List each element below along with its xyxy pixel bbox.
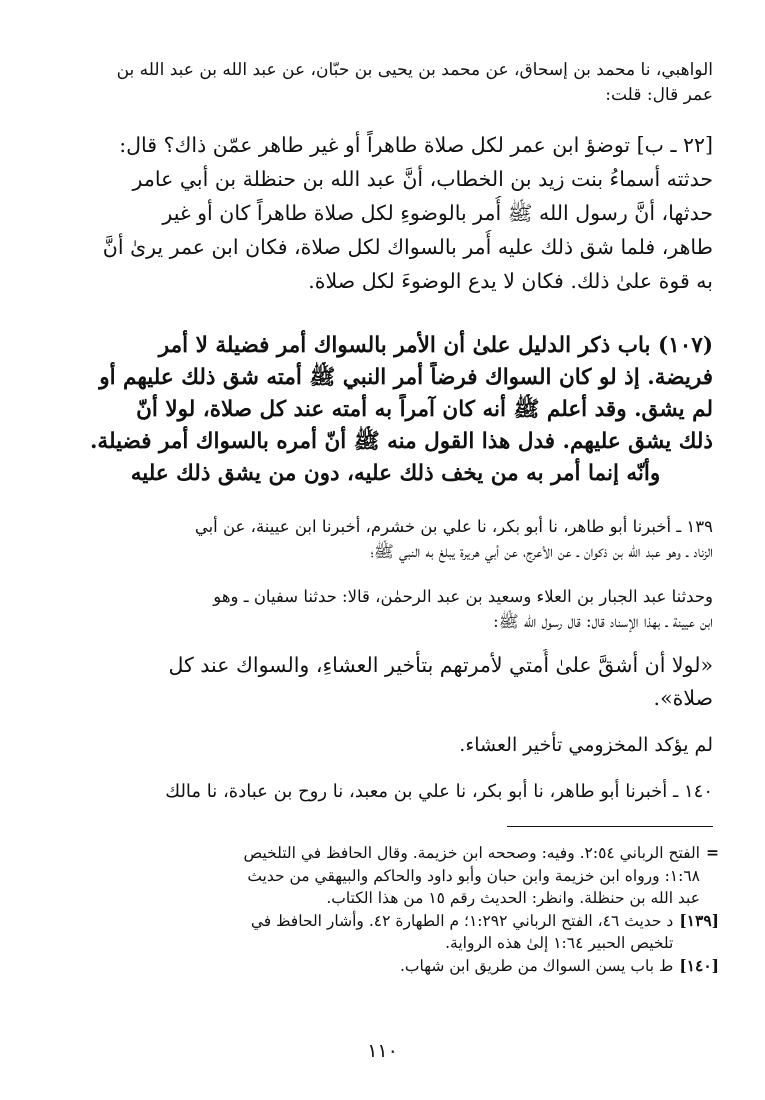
chapter-heading-line: ذلك يشق عليهم. فدل هذا القول منه ﷺ أنّ أمره بالسواك أمر فضيلة. xyxy=(89,429,713,454)
footnote-text xyxy=(78,842,700,910)
note-line: لم يؤكد المخزومي تأخير العشاء. xyxy=(459,734,713,756)
footnote-continued xyxy=(78,842,719,910)
footnote-marker: = xyxy=(706,843,719,862)
isnad-line: ١٤٠ ـ أخبرنا أبو طاهر، نا أبو بكر، نا علي بن معبد، نا روح بن عبادة، نا مالك xyxy=(165,781,713,802)
footnotes xyxy=(78,842,719,977)
intro-line: عمر قال: قلت: xyxy=(605,85,713,105)
footnote-line: عبد الله بن حنظلة. وانظر: الحديث رقم ١٥ من هذا الكتاب. xyxy=(326,889,700,907)
hadith-paragraph xyxy=(78,128,713,298)
page-number: ١١٠ xyxy=(367,1040,398,1062)
footnote-divider xyxy=(507,826,713,827)
isnad-line: ١٣٩ ـ أخبرنا أبو طاهر، نا أبو بكر، نا علي بن خشرم، أخبرنا ابن عيينة، عن أبي xyxy=(194,517,713,536)
hadith-line: حدثته أسماءُ بنت زيد بن الخطاب، أنَّ عبد الله بن حنظلة بن أبي عامر xyxy=(132,167,713,191)
footnote-marker: [١٤٠] xyxy=(679,955,719,975)
footnote-marker: [١٣٩] xyxy=(679,910,719,930)
intro-line: الواهبي، نا محمد بن إسحاق، عن محمد بن يحيى بن حبّان، عن عبد الله بن عبد الله بن xyxy=(116,60,713,80)
chapter-heading-line: فريضة. إذ لو كان السواك فرضاً أمر النبي ﷺ أمته شق ذلك عليهم أو xyxy=(99,365,713,390)
chapter-heading-line: لم يشق. وقد أعلم ﷺ أنه كان آمراً به أمته عند كل صلاة، لولا أنّ xyxy=(136,397,713,422)
footnote-139 xyxy=(78,910,719,955)
isnad-140 xyxy=(78,778,713,806)
hadith-line: طاهر، فلما شق ذلك عليه أُمر بالسواك لكل صلاة، فكان ابن عمر يرىٰ أنَّ xyxy=(102,235,713,259)
footnote-line: ط باب يسن السواك من طريق ابن شهاب. xyxy=(399,956,674,975)
chapter-heading-line: وأنّه إنما أمر به من يخف ذلك عليه، دون من يشق ذلك عليه xyxy=(130,461,661,486)
matn-line: صلاة». xyxy=(653,686,713,710)
chapter-heading-line: (١٠٧) باب ذكر الدليل علىٰ أن الأمر بالسواك أمر فضيلة لا أمر xyxy=(158,333,713,358)
isnad-line: وحدثنا عبد الجبار بن العلاء وسعيد بن عبد الرحمٰن، قالا: حدثنا سفيان ـ وهو xyxy=(213,587,713,606)
hadith-matn xyxy=(78,649,713,715)
matn-line: «لولا أن أشقَّ علىٰ أُمتي لأمرتهم بتأخير العشاءِ، والسواك عند كل xyxy=(168,653,713,677)
isnad-line: ابن عيينة ـ بهذا الإسناد قال: قال رسول الله ﷺ: xyxy=(493,612,713,631)
hadith-line: به قوة علىٰ ذلك. فكان لا يدع الوضوءَ لكل صلاة. xyxy=(308,269,713,293)
footnote-line: الفتح الرباني ٢:٥٤. وفيه: وصححه ابن خزيمة. وقال الحافظ في التلخيص xyxy=(243,844,700,862)
chapter-heading xyxy=(78,330,713,490)
footnote-line: د حديث ٤٦، الفتح الرباني ١:٢٩٢؛ م الطهارة ٤٢. وأشار الحافظ في xyxy=(250,911,674,930)
author-note xyxy=(78,731,713,759)
isnad-139-second-chain xyxy=(78,584,713,634)
footnote-text xyxy=(78,955,673,978)
footnote-line: ١:٦٨: ورواه ابن خزيمة وابن حبان وأبو داود والحاكم والبيهقي من حديث xyxy=(247,866,700,885)
isnad-139 xyxy=(78,514,713,564)
footnote-140 xyxy=(78,955,719,978)
footnote-line: تلخيص الحبير ١:٦٤ إلىٰ هذه الرواية. xyxy=(445,934,674,952)
hadith-line: [٢٢ ـ ب] توضؤ ابن عمر لكل صلاة طاهراً أو غير طاهر عمّن ذاك؟ قال: xyxy=(119,133,713,157)
footnote-text xyxy=(78,910,673,955)
hadith-line: حدثها، أنَّ رسول الله ﷺ أُمر بالوضوءِ لكل صلاة طاهراً كان أو غير xyxy=(162,201,713,225)
isnad-line: الزناد ـ وهو عبد الله بن ذكوان ـ عن الأعرج، عن أبي هريرة يبلغ به النبي ﷺ؛ xyxy=(370,542,713,561)
intro-paragraph xyxy=(78,58,713,108)
